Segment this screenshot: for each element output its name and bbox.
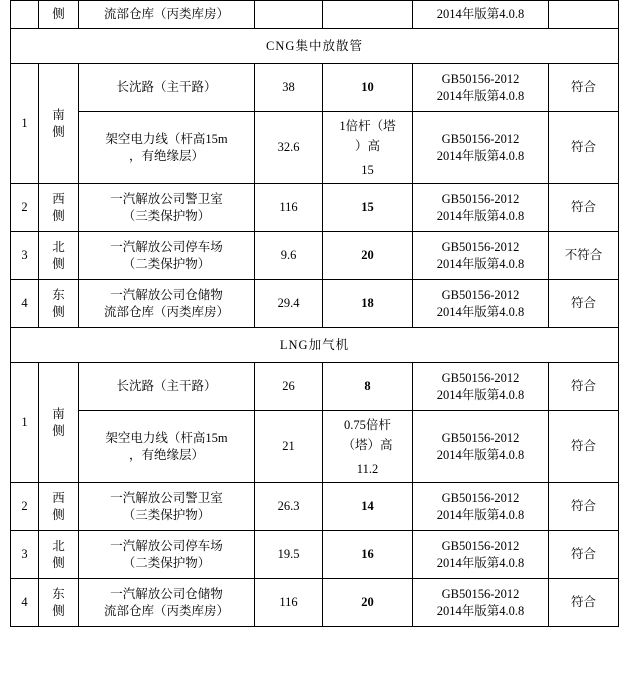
row-requirement: 0.75倍杆 （塔）高 11.2 bbox=[323, 411, 413, 483]
table-row bbox=[11, 411, 619, 483]
row-requirement: 20 bbox=[323, 232, 413, 280]
row-side: 东 侧 bbox=[39, 280, 79, 328]
row-standard: GB50156-2012 2014年版第4.0.8 bbox=[413, 184, 549, 232]
row-standard: GB50156-2012 2014年版第4.0.8 bbox=[413, 411, 549, 483]
row-actual: 116 bbox=[255, 184, 323, 232]
row-result: 不符合 bbox=[549, 232, 619, 280]
row-object: 一汽解放公司停车场 （二类保护物） bbox=[79, 531, 255, 579]
row-actual: 26.3 bbox=[255, 483, 323, 531]
row-actual bbox=[255, 1, 323, 29]
row-result: 符合 bbox=[549, 184, 619, 232]
row-requirement: 10 bbox=[323, 64, 413, 112]
row-side: 侧 bbox=[39, 1, 79, 29]
row-actual: 38 bbox=[255, 64, 323, 112]
row-object: 一汽解放公司停车场 （二类保护物） bbox=[79, 232, 255, 280]
row-standard: GB50156-2012 2014年版第4.0.8 bbox=[413, 232, 549, 280]
row-actual: 19.5 bbox=[255, 531, 323, 579]
row-object: 架空电力线（杆高15m ，有绝缘层） bbox=[79, 112, 255, 184]
row-side: 北 侧 bbox=[39, 232, 79, 280]
row-result: 符合 bbox=[549, 483, 619, 531]
row-result: 符合 bbox=[549, 363, 619, 411]
row-result: 符合 bbox=[549, 579, 619, 627]
table-row bbox=[11, 184, 619, 232]
row-result: 符合 bbox=[549, 112, 619, 184]
row-object: 流部仓库（丙类库房） bbox=[79, 1, 255, 29]
row-object: 一汽解放公司仓储物 流部仓库（丙类库房） bbox=[79, 280, 255, 328]
row-index: 3 bbox=[11, 232, 39, 280]
row-standard: GB50156-2012 2014年版第4.0.8 bbox=[413, 531, 549, 579]
row-standard: GB50156-2012 2014年版第4.0.8 bbox=[413, 579, 549, 627]
row-actual: 21 bbox=[255, 411, 323, 483]
row-index: 1 bbox=[11, 64, 39, 184]
row-requirement: 1倍杆（塔 ）高 15 bbox=[323, 112, 413, 184]
row-side: 北 侧 bbox=[39, 531, 79, 579]
table-row bbox=[11, 363, 619, 411]
table-row bbox=[11, 579, 619, 627]
row-object: 一汽解放公司警卫室 （三类保护物） bbox=[79, 184, 255, 232]
row-requirement: 8 bbox=[323, 363, 413, 411]
row-actual: 32.6 bbox=[255, 112, 323, 184]
table-row bbox=[11, 64, 619, 112]
section-title: LNG加气机 bbox=[11, 328, 619, 363]
row-standard: GB50156-2012 2014年版第4.0.8 bbox=[413, 363, 549, 411]
row-index: 4 bbox=[11, 280, 39, 328]
row-requirement bbox=[323, 1, 413, 29]
row-index: 2 bbox=[11, 184, 39, 232]
row-requirement: 18 bbox=[323, 280, 413, 328]
row-requirement: 14 bbox=[323, 483, 413, 531]
row-standard: GB50156-2012 2014年版第4.0.8 bbox=[413, 112, 549, 184]
row-index: 2 bbox=[11, 483, 39, 531]
row-side: 南 侧 bbox=[39, 64, 79, 184]
row-object: 架空电力线（杆高15m ，有绝缘层） bbox=[79, 411, 255, 483]
row-side: 东 侧 bbox=[39, 579, 79, 627]
row-side: 西 侧 bbox=[39, 483, 79, 531]
row-standard: GB50156-2012 2014年版第4.0.8 bbox=[413, 483, 549, 531]
row-object: 一汽解放公司仓储物 流部仓库（丙类库房） bbox=[79, 579, 255, 627]
row-actual: 29.4 bbox=[255, 280, 323, 328]
row-index: 4 bbox=[11, 579, 39, 627]
row-side: 西 侧 bbox=[39, 184, 79, 232]
row-index bbox=[11, 1, 39, 29]
row-standard: GB50156-2012 2014年版第4.0.8 bbox=[413, 280, 549, 328]
row-requirement: 20 bbox=[323, 579, 413, 627]
row-object: 长沈路（主干路） bbox=[79, 64, 255, 112]
row-result bbox=[549, 1, 619, 29]
table-row bbox=[11, 531, 619, 579]
row-standard: GB50156-2012 2014年版第4.0.8 bbox=[413, 64, 549, 112]
table-row bbox=[11, 483, 619, 531]
row-requirement: 16 bbox=[323, 531, 413, 579]
row-object: 长沈路（主干路） bbox=[79, 363, 255, 411]
row-requirement: 15 bbox=[323, 184, 413, 232]
row-index: 3 bbox=[11, 531, 39, 579]
row-actual: 9.6 bbox=[255, 232, 323, 280]
table-row bbox=[11, 1, 619, 29]
row-index: 1 bbox=[11, 363, 39, 483]
row-standard: 2014年版第4.0.8 bbox=[413, 1, 549, 29]
section-title: CNG集中放散管 bbox=[11, 29, 619, 64]
row-result: 符合 bbox=[549, 411, 619, 483]
row-result: 符合 bbox=[549, 280, 619, 328]
row-actual: 116 bbox=[255, 579, 323, 627]
row-result: 符合 bbox=[549, 531, 619, 579]
row-side: 南 侧 bbox=[39, 363, 79, 483]
table-row bbox=[11, 112, 619, 184]
row-result: 符合 bbox=[549, 64, 619, 112]
row-actual: 26 bbox=[255, 363, 323, 411]
table-row bbox=[11, 280, 619, 328]
row-object: 一汽解放公司警卫室 （三类保护物） bbox=[79, 483, 255, 531]
section-header-row bbox=[11, 328, 619, 363]
distance-compliance-table bbox=[10, 0, 619, 627]
table-row bbox=[11, 232, 619, 280]
section-header-row bbox=[11, 29, 619, 64]
